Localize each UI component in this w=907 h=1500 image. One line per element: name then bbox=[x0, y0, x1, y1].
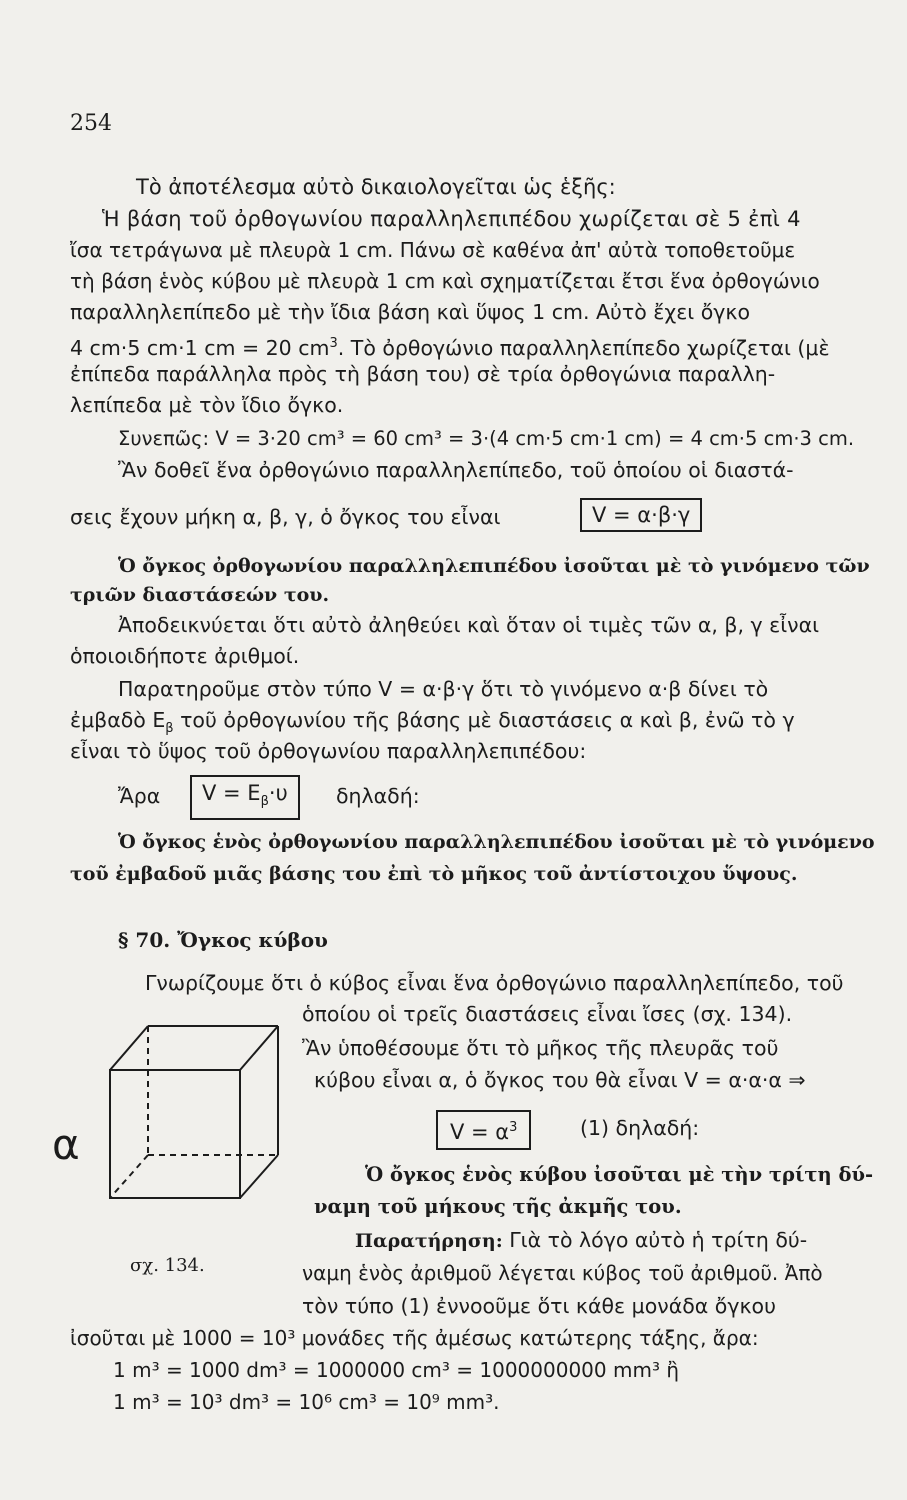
text-line: τὸν τύπο (1) ἐννοοῦμε ὅτι κάθε μονάδα ὄγκου bbox=[302, 1294, 776, 1318]
text-line: λεπίπεδα μὲ τὸν ἴδιο ὄγκο. bbox=[70, 393, 344, 417]
text-line: τὴ βάση ἑνὸς κύβου μὲ πλευρὰ 1 cm καὶ σχηματίζεται ἔτσι ἕνα ὀρθογώνιο bbox=[70, 269, 820, 293]
cube-front-face bbox=[110, 1070, 240, 1198]
exponent: 3 bbox=[509, 1120, 518, 1135]
formula-text: V = E bbox=[202, 781, 261, 805]
rule-text: τοῦ ἐμβαδοῦ μιᾶς βάσης του ἐπὶ τὸ μῆκος τοῦ ἀντίστοιχου ὕψους. bbox=[70, 863, 798, 885]
page-number: 254 bbox=[70, 111, 112, 136]
subscript: β bbox=[165, 721, 174, 737]
text-line: Ἂν ὑποθέσουμε ὅτι τὸ μῆκος τῆς πλευρᾶς τοῦ bbox=[302, 1036, 779, 1060]
text-line: παραλληλεπίπεδο μὲ τὴν ἴδια βάση καὶ ὕψος 1 cm. Αὐτὸ ἔχει ὄγκο bbox=[70, 300, 751, 324]
text-line: ὁποίου οἱ τρεῖς διαστάσεις εἶναι ἴσες (σχ. 134). bbox=[302, 1002, 793, 1026]
formula-text: ·υ bbox=[268, 781, 288, 805]
text-line: Ἡ βάση τοῦ ὀρθογωνίου παραλληλεπιπέδου χωρίζεται σὲ 5 ἐπὶ 4 bbox=[102, 207, 801, 231]
text-line bbox=[70, 707, 795, 742]
text-line: Ἄρα bbox=[118, 784, 161, 808]
cube-figure bbox=[100, 1020, 290, 1240]
text-fragment: τοῦ ὀρθογωνίου τῆς βάσης μὲ διαστάσεις α καὶ β, ἐνῶ τὸ γ bbox=[173, 708, 795, 732]
exponent: 3 bbox=[329, 336, 338, 351]
formula-box-cube-volume bbox=[436, 1110, 531, 1150]
note-label: Παρατήρηση: bbox=[355, 1230, 503, 1252]
text-line: Συνεπῶς: V = 3·20 cm³ = 60 cm³ = 3·(4 cm·5 cm·1 cm) = 4 cm·5 cm·3 cm. bbox=[118, 427, 855, 450]
rule-text: Ὁ ὄγκος ἑνὸς κύβου ἰσοῦται μὲ τὴν τρίτη δύ- bbox=[365, 1163, 874, 1186]
text-fragment: Γιὰ τὸ λόγο αὐτὸ ἡ τρίτη δύ- bbox=[509, 1228, 808, 1252]
subscript: β bbox=[260, 794, 269, 810]
text-line: ἰσοῦται μὲ 1000 = 10³ μονάδες τῆς ἀμέσως κατώτερης τάξης, ἄρα: bbox=[70, 1326, 759, 1350]
rule-text: Ὁ ὄγκος ὀρθογωνίου παραλληλεπιπέδου ἰσοῦται μὲ τὸ γινόμενο τῶν bbox=[118, 555, 870, 577]
text-line: ὁποιοιδήποτε ἀριθμοί. bbox=[70, 644, 300, 668]
formula-box-base-height bbox=[190, 775, 300, 820]
text-line: (1) δηλαδή: bbox=[580, 1116, 700, 1140]
text-line: ἴσα τετράγωνα μὲ πλευρὰ 1 cm. Πάνω σὲ καθένα ἀπ' αὐτὰ τοποθετοῦμε bbox=[70, 238, 796, 262]
text-line: Ἀποδεικνύεται ὅτι αὐτὸ ἀληθεύει καὶ ὅταν οἱ τιμὲς τῶν α, β, γ εἶναι bbox=[118, 613, 820, 637]
text-line: ἐπίπεδα παράλληλα πρὸς τὴ βάση του) σὲ τρία ὀρθογώνια παραλλη- bbox=[70, 362, 776, 386]
text-line: κύβου εἶναι α, ὁ ὄγκος του θὰ εἶναι V = α·α·α ⇒ bbox=[314, 1068, 806, 1092]
text-line: Ἂν δοθεῖ ἕνα ὀρθογώνιο παραλληλεπίπεδο, τοῦ ὁποίου οἱ διαστά- bbox=[118, 458, 794, 482]
equation-line: 1 m³ = 10³ dm³ = 10⁶ cm³ = 10⁹ mm³. bbox=[113, 1390, 500, 1414]
text-line bbox=[70, 330, 830, 362]
text-fragment: ἐμβαδὸ Ε bbox=[70, 708, 166, 732]
rule-text: Ὁ ὄγκος ἑνὸς ὀρθογωνίου παραλληλεπιπέδου ἰσοῦται μὲ τὸ γινόμενο bbox=[118, 831, 875, 853]
cube-edge bbox=[240, 1026, 278, 1070]
cube-edge-label: α bbox=[52, 1120, 80, 1169]
section-heading: § 70. Ὄγκος κύβου bbox=[118, 928, 328, 952]
cube-edge bbox=[110, 1026, 148, 1070]
formula-box-rectangular-volume: V = α·β·γ bbox=[580, 498, 702, 532]
text-line: Τὸ ἀποτέλεσμα αὐτὸ δικαιολογεῖται ὡς ἑξῆς: bbox=[136, 175, 616, 199]
figure-caption: σχ. 134. bbox=[130, 1255, 205, 1276]
cube-hidden-edge bbox=[110, 1155, 148, 1198]
volume-expression: 4 cm·5 cm·1 cm = 20 cm bbox=[70, 335, 330, 360]
text-line: Παρατηροῦμε στὸν τύπο V = α·β·γ ὅτι τὸ γινόμενο α·β δίνει τὸ bbox=[118, 677, 769, 701]
text-line: Γνωρίζουμε ὅτι ὁ κύβος εἶναι ἕνα ὀρθογώνιο παραλληλεπίπεδο, τοῦ bbox=[145, 971, 844, 995]
text-line: εἶναι τὸ ὕψος τοῦ ὀρθογωνίου παραλληλεπιπέδου: bbox=[70, 739, 587, 763]
rule-text: τριῶν διαστάσεών του. bbox=[70, 584, 330, 606]
equation-line: 1 m³ = 1000 dm³ = 1000000 cm³ = 1000000000 mm³ ἢ bbox=[113, 1358, 679, 1382]
formula-text: V = α bbox=[450, 1120, 510, 1144]
text-line: ναμη ἑνὸς ἀριθμοῦ λέγεται κύβος τοῦ ἀριθμοῦ. Ἀπὸ bbox=[302, 1261, 823, 1285]
note-line bbox=[355, 1227, 807, 1255]
text-line: σεις ἔχουν μήκη α, β, γ, ὁ ὄγκος του εἶναι bbox=[70, 505, 501, 529]
cube-edge bbox=[240, 1155, 278, 1198]
rule-text: ναμη τοῦ μήκους τῆς ἀκμῆς του. bbox=[314, 1195, 682, 1218]
text-line: δηλαδή: bbox=[336, 784, 420, 808]
text-fragment: . Τὸ ὀρθογώνιο παραλληλεπίπεδο χωρίζεται (μὲ bbox=[337, 335, 830, 360]
